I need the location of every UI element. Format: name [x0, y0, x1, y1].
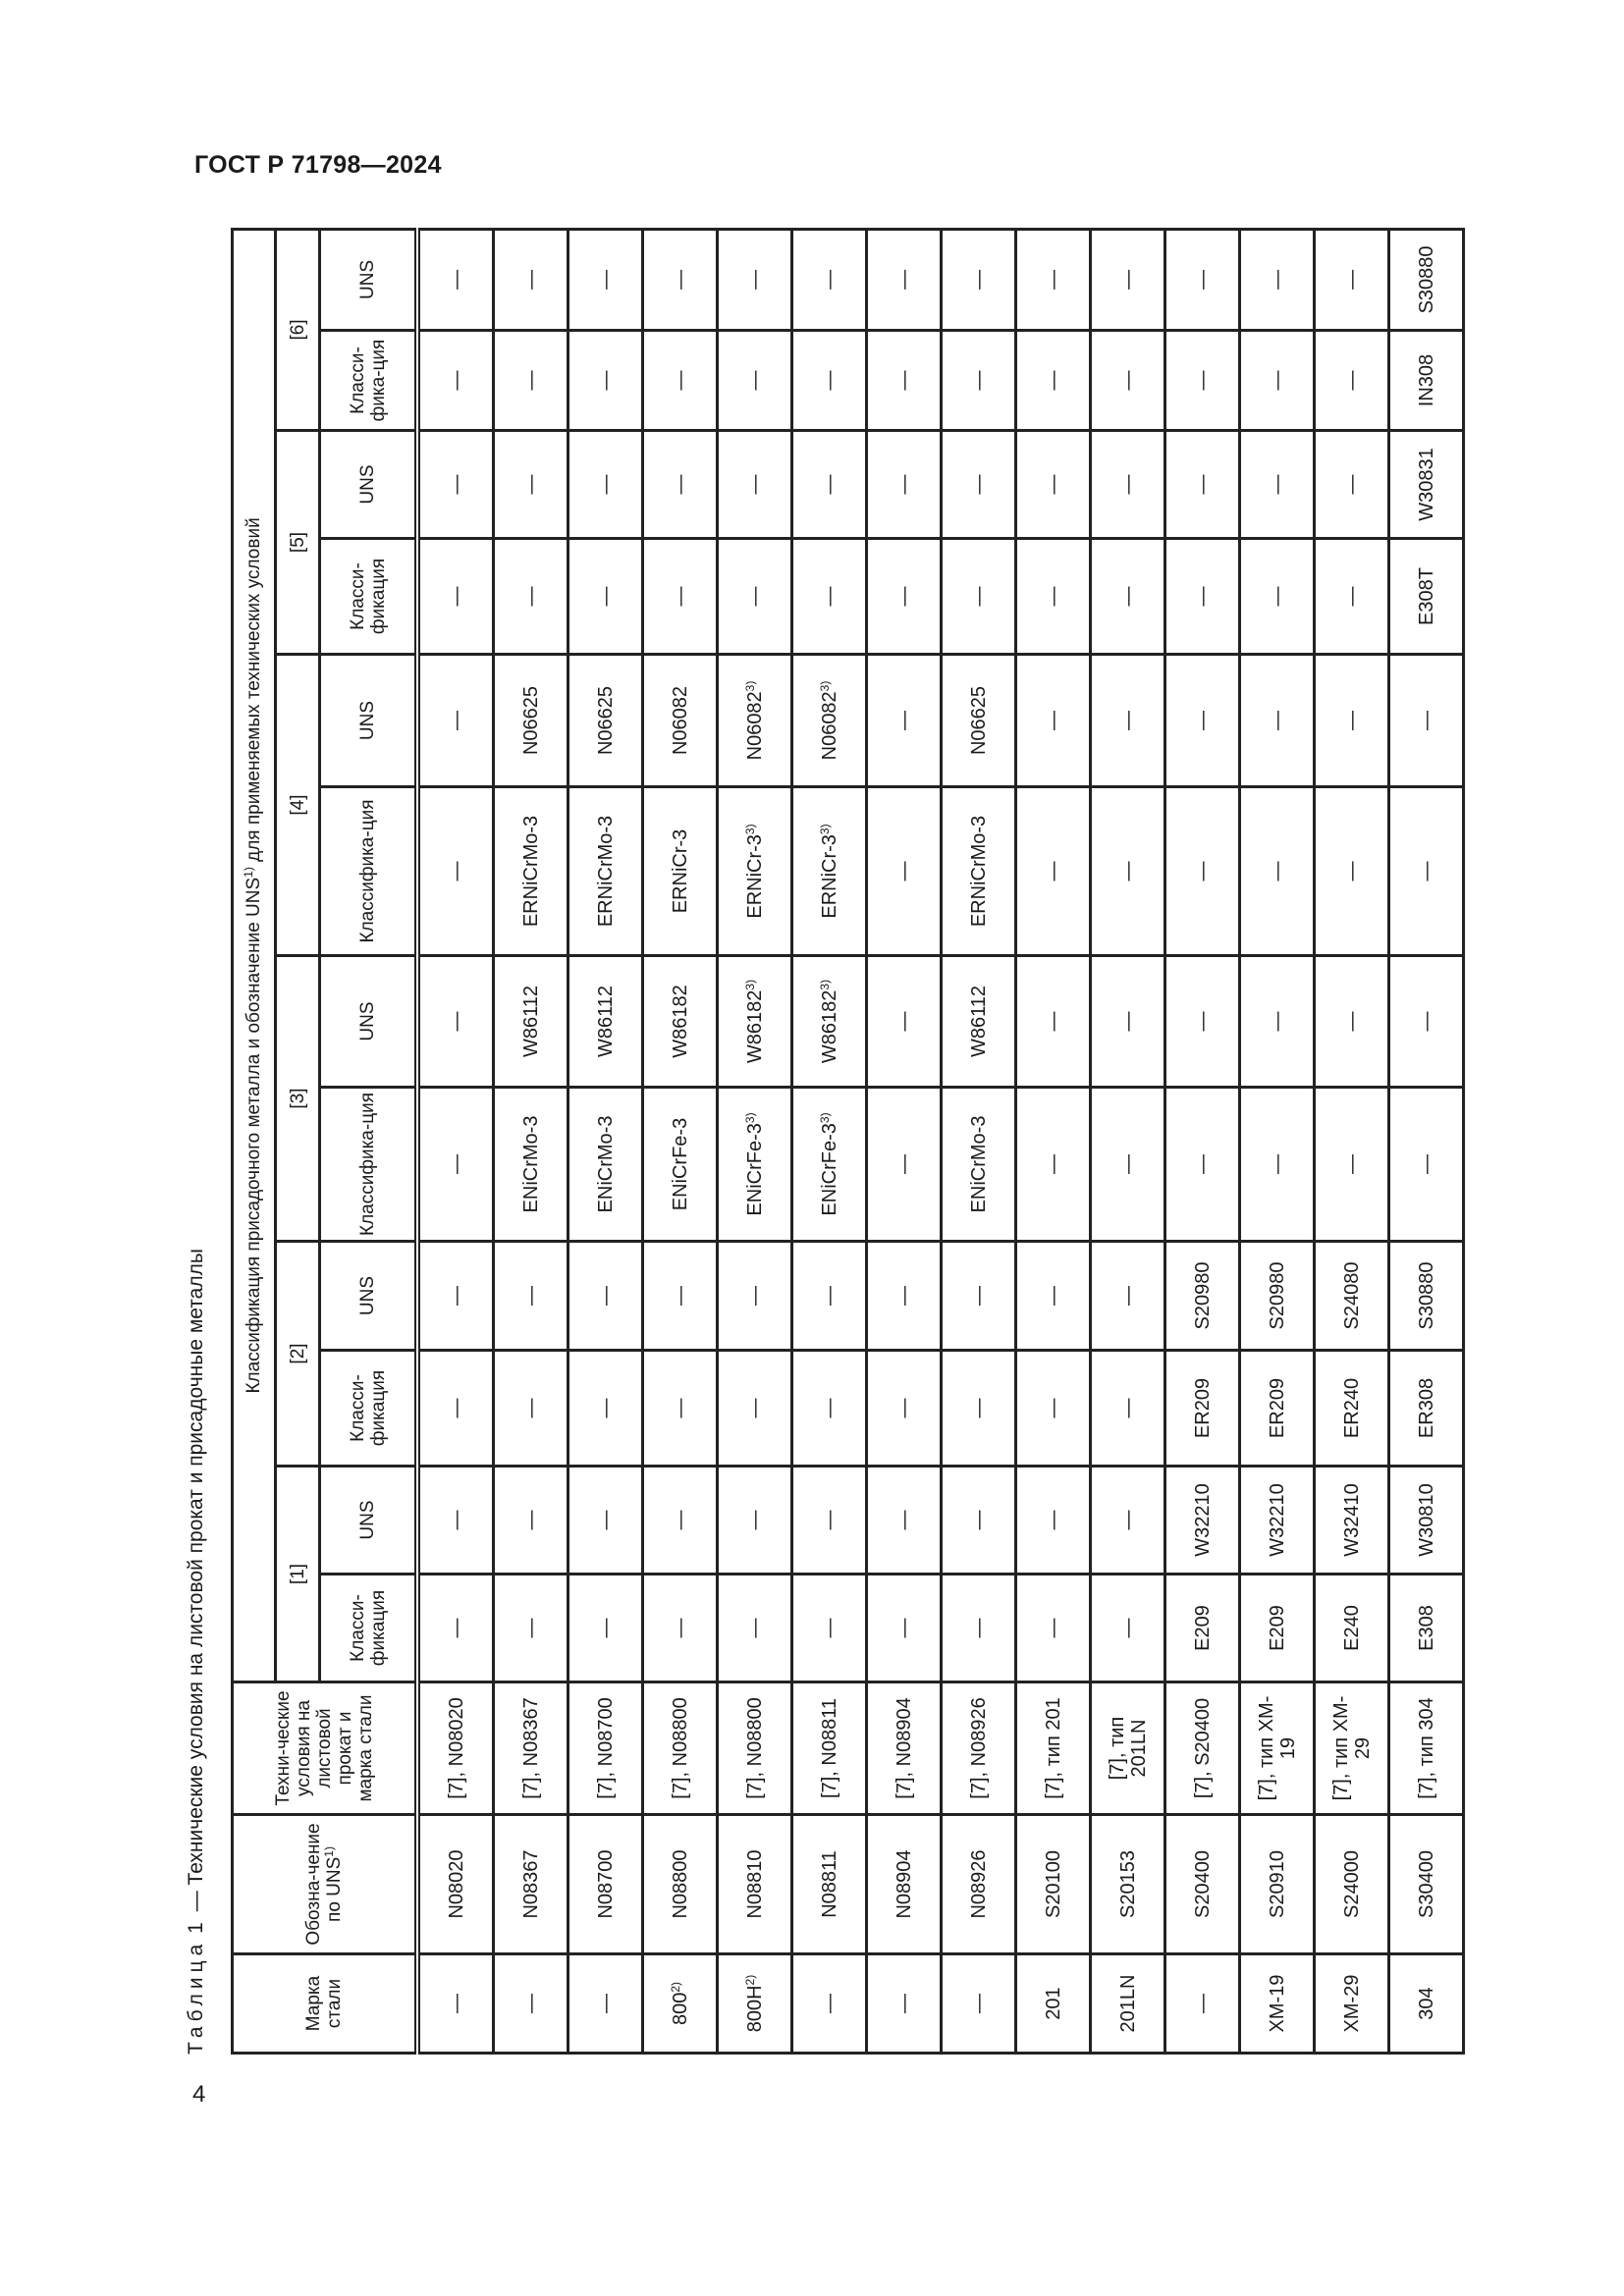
cell-ref3-classification: ENiCrFe-3$^{3)}$	[792, 1088, 867, 1242]
header-uns-designation: Обозна-чение по UNS$^{1)}$	[233, 1815, 418, 1954]
table-row	[1315, 229, 1389, 2053]
cell-tech-conditions: [7], N08367	[494, 1682, 568, 1815]
cell-ref4-uns: N06625	[568, 655, 643, 787]
cell-ref4-uns: N06082$^{3)}$	[792, 655, 867, 787]
cell-ref5-uns: W30831	[1389, 431, 1464, 539]
cell-steel-grade: 800$^{2)}$	[643, 1954, 718, 2054]
cell-ref3-classification: —	[867, 1088, 942, 1242]
cell-ref5-uns: —	[1315, 431, 1389, 539]
cell-tech-conditions: [7], N08904	[867, 1682, 942, 1815]
cell-ref5-uns: —	[1240, 431, 1315, 539]
header-classification: Класси-фикация	[320, 539, 418, 655]
cell-ref1-classification: —	[867, 1575, 942, 1682]
cell-ref2-uns: —	[867, 1242, 942, 1351]
cell-ref3-classification: —	[1016, 1088, 1091, 1242]
cell-ref2-uns: S30880	[1389, 1242, 1464, 1351]
cell-ref1-classification: E308	[1389, 1575, 1464, 1682]
header-classification: Класси-фикация	[320, 1575, 418, 1682]
cell-uns-designation: N08800	[643, 1815, 718, 1954]
cell-steel-grade: —	[792, 1954, 867, 2054]
cell-ref3-classification: —	[1240, 1088, 1315, 1242]
caption-label: Таблица	[185, 1939, 207, 2055]
cell-ref3-uns: —	[417, 956, 494, 1088]
header-uns: UNS	[320, 1467, 418, 1575]
cell-ref6-classification: —	[718, 331, 792, 431]
cell-ref5-uns: —	[1165, 431, 1240, 539]
cell-uns-designation: N08367	[494, 1815, 568, 1954]
cell-ref1-classification: —	[1091, 1575, 1165, 1682]
cell-ref2-uns: S20980	[1240, 1242, 1315, 1351]
cell-ref2-uns: —	[643, 1242, 718, 1351]
cell-ref3-uns: —	[867, 956, 942, 1088]
table-body	[417, 229, 1464, 2053]
cell-ref4-classification: —	[1240, 787, 1315, 956]
header-uns: UNS	[320, 1242, 418, 1351]
cell-ref3-classification: —	[1389, 1088, 1464, 1242]
header-classification: Класси-фика-ция	[320, 331, 418, 431]
cell-ref6-classification: —	[1240, 331, 1315, 431]
cell-ref3-uns: W86112	[568, 956, 643, 1088]
cell-ref3-uns: W86182$^{3)}$	[792, 956, 867, 1088]
header-ref-6: [6]	[276, 229, 320, 430]
cell-ref1-classification: —	[417, 1575, 494, 1682]
cell-ref3-uns: —	[1389, 956, 1464, 1088]
table-row	[1165, 229, 1240, 2053]
cell-ref4-classification: ERNiCrMo-3	[942, 787, 1016, 956]
cell-ref5-classification: —	[568, 539, 643, 655]
cell-ref6-uns: —	[942, 229, 1016, 330]
cell-steel-grade: —	[494, 1954, 568, 2054]
cell-ref2-uns: —	[942, 1242, 1016, 1351]
header-ref-2: [2]	[276, 1242, 320, 1467]
cell-ref6-uns: —	[1240, 229, 1315, 330]
cell-ref3-uns: W86182	[643, 956, 718, 1088]
cell-ref6-uns: —	[417, 229, 494, 330]
cell-ref6-classification: —	[1091, 331, 1165, 431]
cell-ref5-classification: E308T	[1389, 539, 1464, 655]
cell-ref3-uns: W86182$^{3)}$	[718, 956, 792, 1088]
cell-ref6-classification: —	[1315, 331, 1389, 431]
cell-ref2-uns: —	[718, 1242, 792, 1351]
cell-ref3-uns: —	[1240, 956, 1315, 1088]
page-number: 4	[192, 2081, 206, 2108]
cell-ref6-classification: —	[1165, 331, 1240, 431]
cell-tech-conditions: [7], N08020	[417, 1682, 494, 1815]
cell-ref2-classification: ER240	[1315, 1351, 1389, 1467]
cell-ref5-uns: —	[867, 431, 942, 539]
cell-ref6-uns: —	[494, 229, 568, 330]
document-header: ГОСТ Р 71798—2024	[194, 151, 442, 179]
cell-ref5-classification: —	[867, 539, 942, 655]
table-row	[792, 229, 867, 2053]
caption-number: 1	[185, 1917, 207, 1934]
cell-ref4-classification: ERNiCr-3	[643, 787, 718, 956]
table-caption	[181, 1249, 212, 2055]
cell-ref1-uns: —	[494, 1467, 568, 1575]
cell-ref6-uns: —	[867, 229, 942, 330]
cell-ref4-uns: —	[1240, 655, 1315, 787]
cell-ref4-uns: N06625	[494, 655, 568, 787]
cell-ref4-uns: —	[417, 655, 494, 787]
cell-ref4-classification: ERNiCrMo-3	[568, 787, 643, 956]
cell-ref1-uns: —	[643, 1467, 718, 1575]
header-classification: Классифика-ция	[320, 1088, 418, 1242]
cell-ref6-classification: —	[942, 331, 1016, 431]
cell-ref1-classification: —	[718, 1575, 792, 1682]
cell-ref4-uns: N06082$^{3)}$	[718, 655, 792, 787]
cell-tech-conditions: [7], тип 201	[1016, 1682, 1091, 1815]
header-filler-classification-group: Классификация присадочного металла и обозначение UNS$^{1)}$ для применяемых технических условий	[233, 229, 276, 1682]
table-row	[494, 229, 568, 2053]
cell-uns-designation: N08810	[718, 1815, 792, 1954]
cell-ref2-classification: ER209	[1165, 1351, 1240, 1467]
cell-ref6-classification: IN308	[1389, 331, 1464, 431]
cell-ref6-uns: —	[792, 229, 867, 330]
rotated-table-container	[231, 231, 1507, 2055]
cell-ref6-classification: —	[417, 331, 494, 431]
header-uns: UNS	[320, 655, 418, 787]
cell-ref1-uns: —	[867, 1467, 942, 1575]
cell-ref4-classification: —	[1315, 787, 1389, 956]
cell-ref1-classification: —	[494, 1575, 568, 1682]
cell-ref4-classification: ERNiCrMo-3	[494, 787, 568, 956]
cell-steel-grade: —	[417, 1954, 494, 2054]
cell-tech-conditions: [7], N08800	[718, 1682, 792, 1815]
cell-ref3-classification: ENiCrMo-3	[568, 1088, 643, 1242]
cell-ref1-classification: —	[942, 1575, 1016, 1682]
cell-ref5-classification: —	[718, 539, 792, 655]
cell-ref2-uns: —	[1091, 1242, 1165, 1351]
cell-ref4-uns: N06082	[643, 655, 718, 787]
cell-ref5-classification: —	[1240, 539, 1315, 655]
cell-ref4-classification: —	[417, 787, 494, 956]
cell-ref5-classification: —	[494, 539, 568, 655]
cell-steel-grade: 304	[1389, 1954, 1464, 2054]
cell-ref4-classification: —	[867, 787, 942, 956]
cell-ref6-uns: —	[1091, 229, 1165, 330]
cell-ref5-classification: —	[417, 539, 494, 655]
cell-ref6-uns: —	[718, 229, 792, 330]
header-ref-5: [5]	[276, 431, 320, 655]
cell-ref5-uns: —	[1091, 431, 1165, 539]
cell-tech-conditions: [7], N08700	[568, 1682, 643, 1815]
cell-ref6-classification: —	[867, 331, 942, 431]
cell-ref1-uns: W32210	[1165, 1467, 1240, 1575]
cell-ref5-uns: —	[494, 431, 568, 539]
cell-ref3-uns: —	[1165, 956, 1240, 1088]
cell-ref2-classification: —	[417, 1351, 494, 1467]
cell-ref2-uns: —	[568, 1242, 643, 1351]
cell-ref4-uns: N06625	[942, 655, 1016, 787]
cell-uns-designation: S30400	[1389, 1815, 1464, 1954]
cell-tech-conditions: [7], N08811	[792, 1682, 867, 1815]
cell-ref1-uns: —	[718, 1467, 792, 1575]
cell-ref5-classification: —	[1165, 539, 1240, 655]
cell-steel-grade: —	[1165, 1954, 1240, 2054]
cell-uns-designation: S20100	[1016, 1815, 1091, 1954]
cell-ref3-classification: ENiCrFe-3	[643, 1088, 718, 1242]
cell-ref1-classification: E209	[1165, 1575, 1240, 1682]
cell-uns-designation: S24000	[1315, 1815, 1389, 1954]
header-classification: Классифика-ция	[320, 787, 418, 956]
table-row	[942, 229, 1016, 2053]
cell-ref2-uns: —	[494, 1242, 568, 1351]
cell-ref1-uns: W32410	[1315, 1467, 1389, 1575]
cell-ref5-uns: —	[942, 431, 1016, 539]
cell-ref3-uns: —	[1315, 956, 1389, 1088]
cell-ref6-uns: —	[643, 229, 718, 330]
cell-ref5-uns: —	[1016, 431, 1091, 539]
header-uns: UNS	[320, 229, 418, 330]
cell-steel-grade: XM-19	[1240, 1954, 1315, 2054]
cell-ref6-classification: —	[568, 331, 643, 431]
cell-ref2-classification: —	[1091, 1351, 1165, 1467]
cell-ref5-uns: —	[643, 431, 718, 539]
cell-ref2-classification: ER308	[1389, 1351, 1464, 1467]
cell-ref1-uns: —	[792, 1467, 867, 1575]
cell-ref4-classification: —	[1016, 787, 1091, 956]
cell-ref3-classification: —	[1165, 1088, 1240, 1242]
cell-ref2-classification: —	[942, 1351, 1016, 1467]
header-tech-conditions: Техни-ческие условия на листовой прокат и марка стали	[233, 1682, 418, 1815]
cell-ref5-classification: —	[942, 539, 1016, 655]
cell-ref2-uns: —	[417, 1242, 494, 1351]
header-classification: Класси-фикация	[320, 1351, 418, 1467]
cell-ref2-classification: —	[643, 1351, 718, 1467]
cell-ref6-classification: —	[1016, 331, 1091, 431]
caption-title: — Технические условия на листовой прокат и присадочные металлы	[185, 1249, 207, 1912]
cell-ref4-classification: —	[1389, 787, 1464, 956]
cell-ref6-classification: —	[494, 331, 568, 431]
cell-ref4-uns: —	[1315, 655, 1389, 787]
table-row	[1240, 229, 1315, 2053]
cell-ref3-classification: ENiCrMo-3	[494, 1088, 568, 1242]
cell-ref6-uns: —	[1165, 229, 1240, 330]
cell-ref1-classification: —	[1016, 1575, 1091, 1682]
table-row	[643, 229, 718, 2053]
cell-ref1-classification: —	[792, 1575, 867, 1682]
cell-tech-conditions: [7], тип 304	[1389, 1682, 1464, 1815]
cell-uns-designation: N08020	[417, 1815, 494, 1954]
cell-steel-grade: —	[568, 1954, 643, 2054]
header-ref-1: [1]	[276, 1467, 320, 1682]
cell-ref2-classification: —	[718, 1351, 792, 1467]
cell-ref4-classification: ERNiCr-3$^{3)}$	[792, 787, 867, 956]
cell-uns-designation: N08904	[867, 1815, 942, 1954]
cell-ref3-classification: —	[1315, 1088, 1389, 1242]
cell-ref1-uns: W32210	[1240, 1467, 1315, 1575]
cell-steel-grade: 201	[1016, 1954, 1091, 2054]
cell-ref2-uns: S24080	[1315, 1242, 1389, 1351]
cell-steel-grade: XM-29	[1315, 1954, 1389, 2054]
cell-tech-conditions: [7], тип XM-19	[1240, 1682, 1315, 1815]
cell-tech-conditions: [7], тип XM-29	[1315, 1682, 1389, 1815]
cell-ref3-classification: —	[417, 1088, 494, 1242]
cell-uns-designation: N08926	[942, 1815, 1016, 1954]
cell-ref2-classification: ER209	[1240, 1351, 1315, 1467]
cell-ref2-classification: —	[1016, 1351, 1091, 1467]
cell-uns-designation: S20400	[1165, 1815, 1240, 1954]
cell-ref6-uns: —	[568, 229, 643, 330]
cell-ref4-classification: —	[1165, 787, 1240, 956]
table-row	[417, 229, 494, 2053]
table-row	[568, 229, 643, 2053]
cell-ref1-uns: —	[1016, 1467, 1091, 1575]
header-ref-3: [3]	[276, 956, 320, 1242]
cell-ref3-uns: W86112	[494, 956, 568, 1088]
cell-ref4-uns: —	[1091, 655, 1165, 787]
cell-ref5-uns: —	[792, 431, 867, 539]
cell-ref4-classification: —	[1091, 787, 1165, 956]
table-row	[1016, 229, 1091, 2053]
cell-ref5-uns: —	[568, 431, 643, 539]
cell-steel-grade: $800H^{2)}$	[718, 1954, 792, 2054]
cell-ref5-classification: —	[792, 539, 867, 655]
cell-ref1-uns: —	[417, 1467, 494, 1575]
cell-ref5-uns: —	[417, 431, 494, 539]
cell-ref1-classification: E209	[1240, 1575, 1315, 1682]
cell-ref4-uns: —	[1389, 655, 1464, 787]
header-steel-grade: Марка стали	[233, 1954, 418, 2054]
cell-uns-designation: N08700	[568, 1815, 643, 1954]
table-row	[1091, 229, 1165, 2053]
cell-ref6-uns: S30880	[1389, 229, 1464, 330]
cell-uns-designation: N08811	[792, 1815, 867, 1954]
cell-steel-grade: —	[942, 1954, 1016, 2054]
cell-steel-grade: 201LN	[1091, 1954, 1165, 2054]
header-ref-4: [4]	[276, 655, 320, 956]
cell-ref1-classification: E240	[1315, 1575, 1389, 1682]
cell-ref6-classification: —	[792, 331, 867, 431]
cell-ref1-classification: —	[643, 1575, 718, 1682]
cell-ref1-classification: —	[568, 1575, 643, 1682]
cell-ref4-uns: —	[867, 655, 942, 787]
cell-ref2-classification: —	[568, 1351, 643, 1467]
cell-tech-conditions: [7], тип 201LN	[1091, 1682, 1165, 1815]
cell-ref5-classification: —	[1016, 539, 1091, 655]
cell-ref3-classification: ENiCrMo-3	[942, 1088, 1016, 1242]
cell-ref5-classification: —	[643, 539, 718, 655]
cell-ref2-uns: —	[1016, 1242, 1091, 1351]
cell-uns-designation: S20153	[1091, 1815, 1165, 1954]
cell-tech-conditions: [7], N08800	[643, 1682, 718, 1815]
cell-ref4-uns: —	[1165, 655, 1240, 787]
cell-ref1-uns: —	[1091, 1467, 1165, 1575]
cell-ref6-classification: —	[643, 331, 718, 431]
cell-ref3-classification: ENiCrFe-3$^{3)}$	[718, 1088, 792, 1242]
cell-ref3-uns: —	[1016, 956, 1091, 1088]
table-row	[867, 229, 942, 2053]
cell-ref1-uns: —	[942, 1467, 1016, 1575]
cell-tech-conditions: [7], S20400	[1165, 1682, 1240, 1815]
cell-ref5-classification: —	[1091, 539, 1165, 655]
cell-ref4-classification: ERNiCr-3$^{3)}$	[718, 787, 792, 956]
cell-ref4-uns: —	[1016, 655, 1091, 787]
cell-ref1-uns: W30810	[1389, 1467, 1464, 1575]
cell-ref6-uns: —	[1315, 229, 1389, 330]
cell-ref2-classification: —	[792, 1351, 867, 1467]
cell-ref5-uns: —	[718, 431, 792, 539]
cell-ref3-classification: —	[1091, 1088, 1165, 1242]
filler-metals-table	[231, 228, 1465, 2055]
cell-ref2-uns: S20980	[1165, 1242, 1240, 1351]
cell-ref2-classification: —	[494, 1351, 568, 1467]
cell-ref1-uns: —	[568, 1467, 643, 1575]
cell-tech-conditions: [7], N08926	[942, 1682, 1016, 1815]
cell-ref3-uns: —	[1091, 956, 1165, 1088]
header-uns: UNS	[320, 956, 418, 1088]
cell-uns-designation: S20910	[1240, 1815, 1315, 1954]
cell-ref5-classification: —	[1315, 539, 1389, 655]
cell-ref2-uns: —	[792, 1242, 867, 1351]
cell-ref2-classification: —	[867, 1351, 942, 1467]
table-row	[1389, 229, 1464, 2053]
cell-ref6-uns: —	[1016, 229, 1091, 330]
table-row	[718, 229, 792, 2053]
header-uns: UNS	[320, 431, 418, 539]
cell-steel-grade: —	[867, 1954, 942, 2054]
cell-ref3-uns: W86112	[942, 956, 1016, 1088]
